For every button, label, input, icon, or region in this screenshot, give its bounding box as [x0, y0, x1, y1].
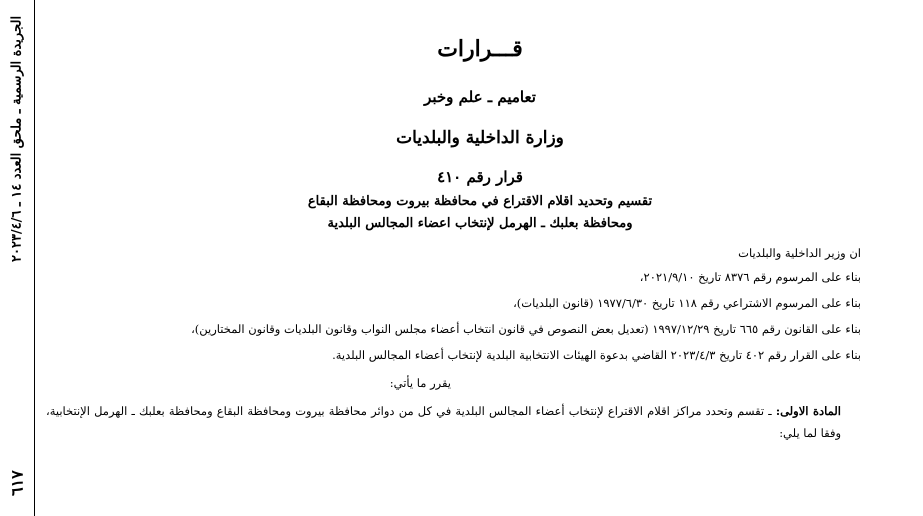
article-one-text: ـ تقسم وتحدد مراكز اقلام الاقتراع لإنتخاب أعضاء المجالس البلدية في كل من دوائر محافظة بيروت ومحافظة البقاع ومحافظة بعلبك ـ الهرمل الإنتخابية، وفقا لما يلي: [46, 404, 841, 440]
preamble-decision-402: بناء على القرار رقم ٤٠٢ تاريخ ٢٠٢٣/٤/٣ القاضي بدعوة الهيئات الانتخابية البلدية لإنتخاب أعضاء المجالس البلدية. [332, 348, 861, 362]
article-one [46, 400, 841, 444]
decides-line: يقرر ما يأتي: [389, 376, 451, 390]
decision-title-line-2: ومحافظة بعلبك ـ الهرمل لإنتخاب اعضاء المجالس البلدية [327, 216, 633, 231]
decision-number: قرار رقم ٤١٠ [437, 168, 523, 186]
section-title: قـــرارات [437, 36, 523, 62]
margin-page-number: ٦١٧ [7, 470, 27, 496]
article-one-label: المادة الاولى: [775, 404, 841, 418]
section-subtitle: تعاميم ـ علم وخبر [424, 88, 536, 106]
preamble-law-665: بناء على القانون رقم ٦٦٥ تاريخ ١٩٩٧/١٢/٢٩ (تعديل بعض النصوص في قانون انتخاب أعضاء مجلس النواب وقانون البلديات وقانون المختارين)، [191, 322, 861, 336]
decision-title-line-1: تقسيم وتحديد اقلام الاقتراع في محافظة بيروت ومحافظة البقاع [307, 194, 653, 209]
ministry-name: وزارة الداخلية والبلديات [396, 128, 564, 148]
preamble-minister: ان وزير الداخلية والبلديات [738, 246, 861, 260]
preamble-decree-8376: بناء على المرسوم رقم ٨٣٧٦ تاريخ ٢٠٢١/٩/١٠، [639, 270, 861, 284]
preamble-decree-118: بناء على المرسوم الاشتراعي رقم ١١٨ تاريخ ١٩٧٧/٦/٣٠ (قانون البلديات)، [513, 296, 861, 310]
margin-gazette-header: الجريدة الرسمية ـ ملحق العدد ١٤ ـ ٢٠٢٣/٤/٦ [9, 15, 25, 263]
margin-divider [34, 0, 35, 516]
